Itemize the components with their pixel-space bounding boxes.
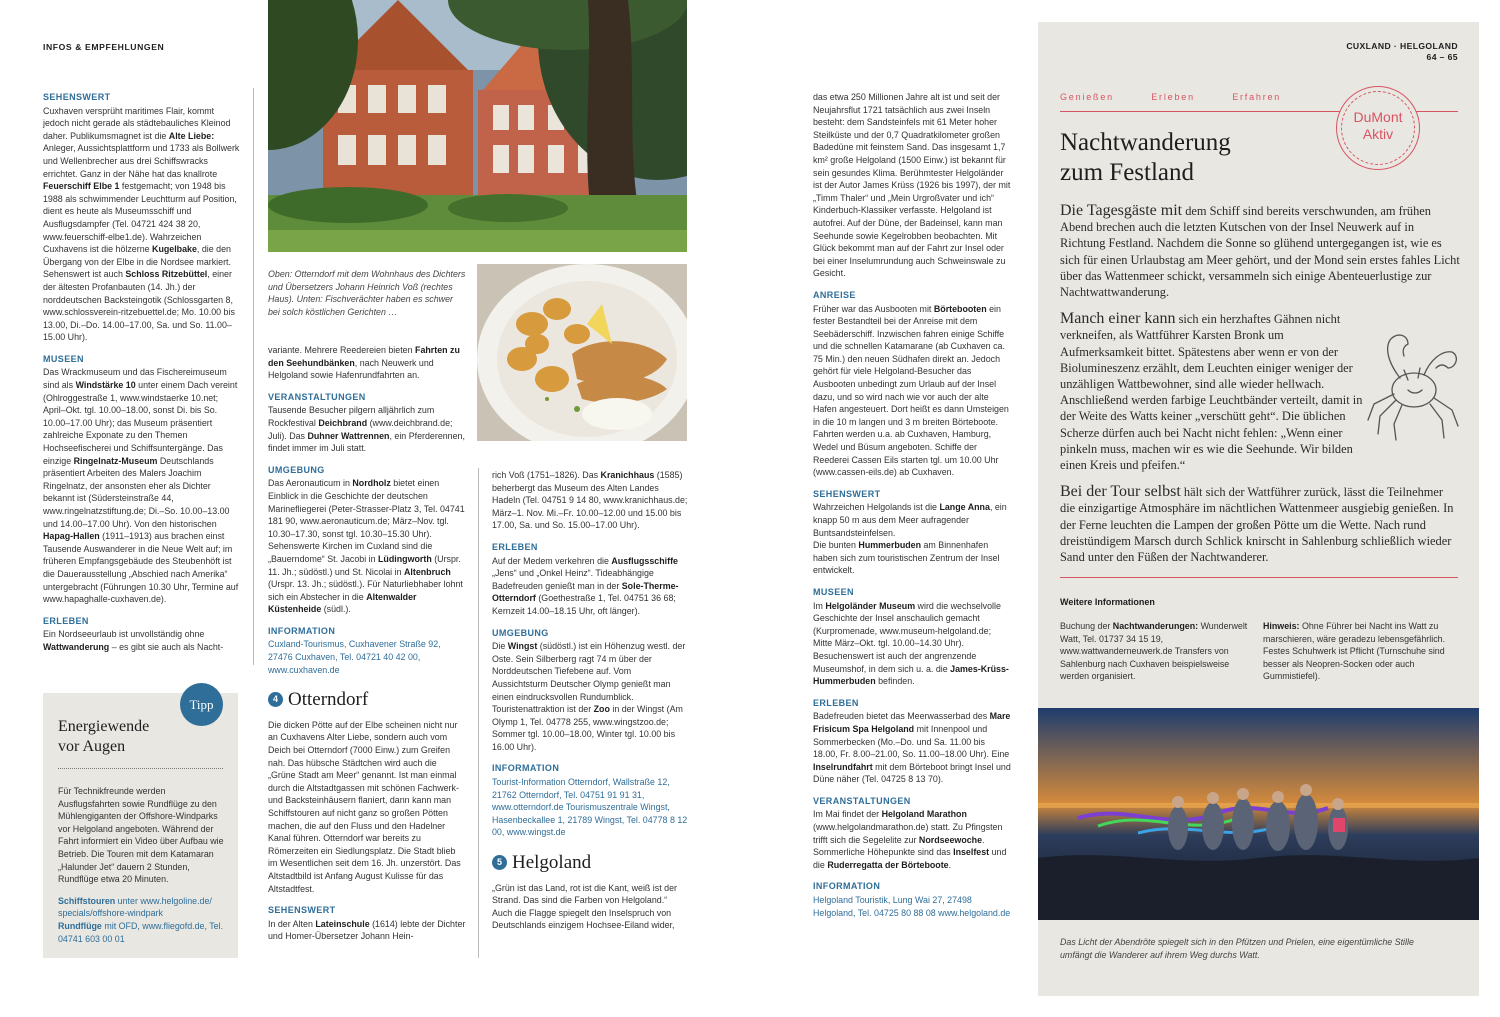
- column-1: [43, 91, 241, 654]
- tab-erleben: Erleben: [1151, 92, 1195, 102]
- heading-sehenswert-otterndorf: SEHENSWERT: [268, 905, 336, 916]
- heading-museen-helgoland: MUSEEN: [813, 586, 854, 597]
- column-divider: [478, 468, 479, 958]
- heading-umgebung-otterndorf: UMGEBUNG: [492, 627, 549, 638]
- text-helgoland-cont: das etwa 250 Millionen Jahre alt ist und seit der Neujahrsflut 1721 tatsächlich aus zwei Inseln besteht: dem Sandsteinfels mit 61 Meter hoher Steilküste und der 0,7 Quadratkilometer großen Badedüne mit feinstem Sand. Das insgesamt 1,7 km² große Helgoland (1500 Einw.) ist bekannt für sein gesundes Klima. Berühmtester Helgoländer ist der Autor James Krüss (1926 bis 1997), der mit „Timm Thaler“ und „Mein Urgroßvater und ich“ Kinderbuch-Klassiker verfasste. Helgoland ist autofrei. Auf der Düne, der Badeinsel, kann man Seehunde sowie Kegelrobben beobachten. Mit Glück bekommt man auf der Fahrt zur Insel oder bei einer Inselumrundung auch Schweinswale zu Gesicht.: [813, 92, 1011, 279]
- text-veranstaltungen-helgoland: Im Mai findet der Helgoland Marathon (www.helgolandmarathon.de) statt. Zu Pfingsten trifft sich die Segelelite zur Nordseewoche. Sommerliche Höhepunkte sind das Inselfest und die Ruderregatta der Börteboote.: [813, 809, 1007, 870]
- crab-illustration: [1364, 320, 1462, 444]
- text-col2-intro: variante. Mehrere Reedereien bieten Fahrten zu den Seehundbänken, nach Neuwerk und Helgoland sowie Hafenrundfahrten an.: [268, 345, 460, 381]
- tipp-dotted-rule: [58, 768, 223, 769]
- further-info-right: Hinweis: Ohne Führer bei Nacht ins Watt zu marschieren, wäre geradezu lebensgefährlich. Festes Schuhwerk ist Pflicht (Turnschuhe sind besser als Neopren-Socken oder auch Gummistiefel).: [1263, 621, 1446, 682]
- text-erleben-otterndorf: Auf der Medem verkehren die Ausflugsschiffe „Jens“ und „Onkel Heinz“. Tideabhängige Badefreuden genießt man in der Sole-Therme-Otterndorf (Goethestraße 1, Tel. 04751 36 68; Kernzeit 14.00–18.15 Uhr, oft länger).: [492, 555, 679, 616]
- tipp-title: Energiewende vor Augen: [58, 718, 150, 755]
- heading-erleben-otterndorf: ERLEBEN: [492, 541, 538, 552]
- heading-information: INFORMATION: [268, 625, 336, 636]
- text-museen: Das Wrackmuseum und das Fischereimuseum sind als Windstärke 10 unter einem Dach vereint (Ohlroggestraße 1, www.windstaerke 10.net; April–Okt. tgl. 10.00–18.00, sonst Di. bis So. 10.00–17.00 Uhr); das Museum präsentiert zahlreiche Exponate zu den Themen Hochseefischerei und Schiffsuntergänge. Das einzige Ringelnatz-Museum Deutschlands präsentiert Arbeiten des Malers Joachim Ringelnatz, der ansonsten eher als Dichter bekannt ist (Südersteinstraße 44, www.ringelnatzstiftung.de; Di.–So. 10.00–13.00 und 14.00–17.00 Uhr). Von den historischen Hapag-Hallen (1911–1913) aus brachen einst Tausende Auswanderer in die Neue Welt auf; im früheren Empfangsgebäude des Steubenhöft ist die Dauerausstellung „Abschied nach Amerika“ untergebracht (Führungen 10.30 Uhr, Termine auf www.hapaghalle-cuxhaven.de).: [43, 367, 239, 605]
- tipp-body: Für Technikfreunde werden Ausflugsfahrten sowie Rundflüge zu den Mühlengiganten der Offshore-Windparks vor Helgoland angeboten. Während der Fahrt informiert ein Video über Aufbau wie Betrieb. Die Touren mit dem Katamaran „Halunder Jet“ dauern 2 Stunden, Rundflüge etwa 20 Minuten. Schiffstouren unter www.helgoline.de/ specials/offshore-windpark Rundflüge mit OFD, www.fliegofd.de, Tel. 04741 603 00 01: [58, 786, 224, 944]
- place-heading-helgoland: 5 Helgoland: [492, 855, 688, 872]
- text-information-helgoland: Helgoland Touristik, Lung Wai 27, 27498 Helgoland, Tel. 04725 80 88 08 www.helgoland.de: [813, 895, 1011, 918]
- aktiv-paragraph-3: Bei der Tour selbst hält sich der Wattführer zurück, lässt die Teilnehmer die einzigartige Atmosphäre im nächtlichen Wattenmeer ausgiebig genießen. In der Ferne leuchten die Lampen der großen Pötte um die Wette. Nach rund dreistündigem Marsch durch Schlick knirscht in Sahlenburg schließlich wieder Sand unter den Füßen der Nachtwanderer.: [1060, 483, 1454, 565]
- text-sehenswert: Cuxhaven versprüht maritimes Flair, kommt jedoch nicht gerade als städtebauliches Kleinod daher. Publikumsmagnet ist die Alte Liebe: Anleger, Aussichtsplattform und 1733 als Bollwerk und Wellenbrecher aus drei Schiffswracks errichtet. Ganz in der Nähe hat das knallrote Feuerschiff Elbe 1 festgemacht; von 1948 bis 1988 als schwimmender Leuchtturm auf Position, dient es heute als Museumsschiff und Ausflugsdampfer (Tel. 04721 424 38 20, www.feuerschiff-elbe1.de). Wahrzeichen Cuxhavens ist die hölzerne Kugelbake, die den Übergang von der Elbe in die Nordsee markiert. Sehenswert ist auch Schloss Ritzebüttel, einer der ältesten Profanbauten (14. Jh.) der norddeutschen Backsteingotik (Schlossgarten 8, www.schlossverein-ritzebuettel.de; Mo. 10.00 bis 13.00, Di.–Do. 14.00–17.00, Sa. und So. 11.00–15.00 Uhr).: [43, 105, 240, 343]
- column-divider: [253, 88, 254, 665]
- aktiv-paragraph-2: Manch einer kann sich ein herzhaftes Gähnen nicht verkneifen, als Wattführer Karsten Bronk um Aufmerksamkeit bittet. Spätestens aber wenn er von der Biolumineszenz erzählt, dem Leuchten einiger weniger der unzähligen Wattbewohner, sind alle wieder hellwach. Anschließend werden farbige Leuchtbänder verteilt, damit in der Weite des Watts keiner „verschütt geht“. Die üblichen Scherze dürfen auch bei Nacht nicht fehlen: „Wenn einer pinkeln muss, machen wir es wie die Seehunde. Wir bilden einen Kreis und pfeifen.“: [1060, 310, 1363, 473]
- heading-veranstaltungen: VERANSTALTUNGEN: [268, 391, 366, 402]
- text-information-otterndorf: Tourist-Information Otterndorf, Wallstraße 12, 21762 Otterndorf, Tel. 04751 91 91 31, www.otterndorf.de Tourismuszentrale Wingst, Hasenbeckallee 1, 21789 Wingst, Tel. 04778 8 12 00, www.wingst.de: [492, 777, 688, 838]
- heading-umgebung: UMGEBUNG: [268, 464, 325, 475]
- text-umgebung-otterndorf: Die Wingst (südöstl.) ist ein Höhenzug westl. der Oste. Sein Silberberg ragt 74 m über der Norddeutschen Tiefebene auf. Vom Aussichtsturm Deutscher Olymp genießt man einen eindrucksvollen Rundumblick. Touristenattraktion ist der Zoo in der Wingst (Am Olymp 1, Tel. 04778 255, www.wingstzoo.de; Sommer tgl. 10.00–18.00, Winter tgl. 10.00 bis 16.00 Uhr).: [492, 641, 686, 752]
- text-anreise: Früher war das Ausbooten mit Börtebooten ein fester Bestandteil bei der Anreise mit dem Seebäderschiff. Inzwischen fahren einige Schiffe und die schnellen Katamarane (ab Cuxhaven ca. 75 Min.) den neuen Südhafen direkt an. Jedoch gehört für viele Helgoland-Besucher das Ausbooten unbedingt zum Urlaub auf der Insel dazu, und so wird nach wie vor auch der alte Hafen angesteuert. Dort heißt es dann Umsteigen in die 10 m langen und 3 m breiten Börteboote. Fahrten werden u.a. ab Cuxhaven, Hamburg, Wedel und Büsum angeboten. Schiffe der Reederei Cassen Eils starten tgl. um 10.00 Uhr (www.cassen-eils.de) ab Cuxhaven.: [813, 303, 1009, 478]
- heading-erleben-helgoland: ERLEBEN: [813, 697, 859, 708]
- heading-veranstaltungen-helgoland: VERANSTALTUNGEN: [813, 795, 911, 806]
- tipp-box: [43, 693, 238, 958]
- aktiv-tabs: [1060, 92, 1314, 102]
- text-umgebung: Das Aeronauticum in Nordholz bietet einen Einblick in die Geschichte der deutschen Marinefliegerei (Peter-Strasser-Platz 3, Tel. 04741 181 90, www.aeronauticum.de; März–Nov. tgl. 10.30–17.30, sonst tgl. 10.30–15.30 Uhr). Sehenswerte Kirchen im Cuxland sind die „Bauerndome“ St. Jacobi in Lüdingworth (Urspr. 11. Jh.; südöstl.) und St. Nicolai in Altenbruch (Urspr. 13. Jh.; südöstl.). Für Naturliebhaber lohnt sich ein Abstecher in die Altenwalder Küstenheide (südl.).: [268, 478, 465, 615]
- tab-geniessen: Genießen: [1060, 92, 1114, 102]
- heading-sehenswert-helgoland: SEHENSWERT: [813, 488, 881, 499]
- text-information-cuxland: Cuxland-Tourismus, Cuxhavener Straße 92, 27476 Cuxhaven, Tel. 04721 40 42 00, www.cuxhaven.de: [268, 639, 441, 675]
- heading-erleben: ERLEBEN: [43, 615, 89, 626]
- section-header-left: INFOS & EMPFEHLUNGEN: [43, 42, 165, 52]
- photo-caption-otterndorf: Oben: Otterndorf mit dem Wohnhaus des Dichters und Übersetzers Johann Heinrich Voß (rechtes Haus). Unten: Fischverächter haben es schwer bei solch köstlichen Gerichten …: [268, 269, 466, 317]
- column-2: [268, 344, 466, 943]
- column-3: [492, 469, 688, 932]
- tipp-badge: Tipp: [180, 683, 223, 726]
- further-info-heading: Weitere Informationen: [1060, 597, 1155, 607]
- page-header-right: CUXLAND · HELGOLAND 64 – 65: [1346, 41, 1458, 62]
- text-helgoland: „Grün ist das Land, rot ist die Kant, weiß ist der Strand. Das sind die Farben von Helgoland.“ Auch die Flagge spiegelt den Inselspruch von Deutschlands einzigem Hochsee-Eiland wider,: [492, 882, 677, 931]
- text-erleben-helgoland: Badefreuden bietet das Meerwasserbad des Mare Frisicum Spa Helgoland mit Innenpool und Sommerbecken (Mo.–Do. und Sa. 11.00 bis 18.00, Fr. 8.00–21.00, So. 11.00–18.00 Uhr). Eine Inselrundfahrt mit dem Börteboot bringt Insel und Düne näher (Tel. 04725 8 13 70).: [813, 711, 1011, 785]
- text-col3-intro: rich Voß (1751–1826). Das Kranichhaus (1585) beherbergt das Museum des Alten Landes Hadeln (Tel. 04751 9 14 80, www.kranichhaus.de; März–1. Nov. Mi.–Fr. 10.00–12.00 und 15.00 bis 17.00, Sa. und So. 15.00–17.00 Uhr).: [492, 470, 688, 531]
- text-erleben: Ein Nordseeurlaub ist unvollständig ohne Wattwanderung – es gibt sie auch als Nacht-: [43, 629, 224, 652]
- heading-information-otterndorf: INFORMATION: [492, 763, 560, 774]
- column-4: [813, 91, 1012, 919]
- dumont-aktiv-stamp: DuMont Aktiv: [1336, 86, 1420, 170]
- further-info-left: Buchung der Nachtwanderungen: Wunderwelt Watt, Tel. 01737 34 15 19, www.wattwanderneuwerk.de Transfers von Sahlenburg nach Cuxhaven beispielsweise werden organisiert.: [1060, 621, 1248, 682]
- aktiv-paragraph-1: Die Tagesgäste mit dem Schiff sind bereits verschwunden, am frühen Abend brechen auch die letzten Kutschen von der Insel Neuwerk auf in Richtung Festland. Nachdem die Sonne so glühend untergegangen ist, wie es sich für einen Urlaubstag am Meer gehört, und der Mond sein erstes fahles Licht über das Wattenmeer schickt, versammeln sich einige Abenteuerlustige zur Nachtwattwanderung.: [1060, 202, 1460, 300]
- text-otterndorf: Die dicken Pötte auf der Elbe scheinen nicht nur an Cuxhavens Alter Liebe, sondern auch vom Deich bei Otterndorf (7000 Einw.) zum Greifen nah. Das hübsche Städtchen wird auch die „Grüne Stadt am Meer“ genannt. Ist man einmal durch die Altstadtgassen mit schönen Fachwerk- und Backsteinhäusern flaniert, dann kann man Schiffstouren auf nicht ganz so großen Pötten machen, die auf den Fluss und den Hadelner Kanal führen. Otterndorf war bereits zu Römerzeiten ein Siedlungsplatz. Die Stadt blieb im Wesentlichen seit dem 16. Jh. unzerstört. Das Altstadtbild ist Anfang August Kulisse für das Altstadtfest.: [268, 719, 461, 894]
- tab-erfahren: Erfahren: [1232, 92, 1282, 102]
- photo-fish-dish: [477, 264, 687, 441]
- aktiv-bottom-rule: [1060, 577, 1458, 578]
- aktiv-title: Nachtwanderung zum Festland: [1060, 129, 1231, 186]
- photo-night-hike: [1038, 708, 1479, 920]
- text-sehenswert-otterndorf: In der Alten Lateinschule (1614) lebte der Dichter und Homer-Übersetzer Johann Hein-: [268, 918, 466, 942]
- heading-information-helgoland: INFORMATION: [813, 881, 881, 892]
- heading-museen: MUSEEN: [43, 353, 84, 364]
- dumont-aktiv-box: [1038, 22, 1479, 996]
- text-veranstaltungen: Tausende Besucher pilgern alljährlich zum Rockfestival Deichbrand (www.deichbrand.de; Juli). Das Duhner Wattrennen, ein Pferderennen, findet immer im Juli statt.: [268, 405, 465, 454]
- text-sehenswert-helgoland: Wahrzeichen Helgolands ist die Lange Anna, ein knapp 50 m aus dem Meer aufragender Buntsandsteinfelsen. Die bunten Hummerbuden am Binnenhafen haben sich zum touristischen Zentrum der Insel entwickelt.: [813, 502, 1007, 576]
- heading-sehenswert: SEHENSWERT: [43, 92, 111, 102]
- heading-anreise: ANREISE: [813, 289, 856, 300]
- text-museen-helgoland: Im Helgoländer Museum wird die wechselvolle Geschichte der Insel anschaulich gemacht (Kurpromenade, www.museum-helgoland.de; Mitte März–Okt. tgl. 10.00–14.30 Uhr). Besuchenswert ist auch der angrenzende Museumshof, in dem sich u. a. die James-Krüss-Hummerbuden befinden.: [813, 600, 1009, 687]
- place-heading-otterndorf: 4 Otterndorf: [268, 692, 466, 709]
- photo-otterndorf-house: [268, 0, 687, 252]
- photo-caption-night-hike: Das Licht der Abendröte spiegelt sich in den Pfützen und Prielen, eine eigentümliche Stille umfängt die Wanderer auf ihrem Weg durchs Watt.: [1060, 937, 1414, 960]
